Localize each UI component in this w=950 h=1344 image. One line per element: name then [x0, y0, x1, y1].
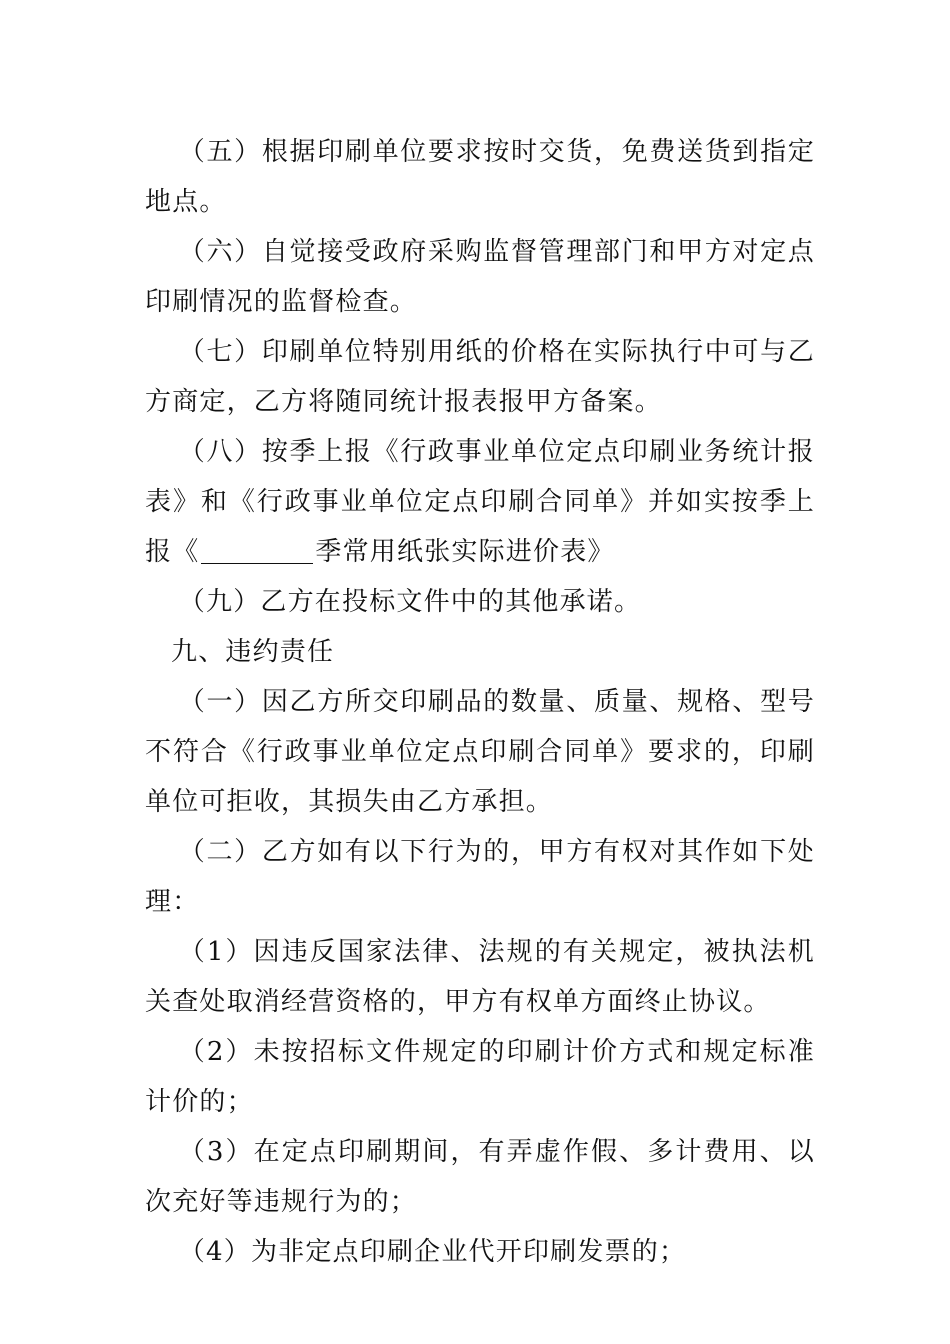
- paragraph-item-7: （七）印刷单位特别用纸的价格在实际执行中可与乙方商定，乙方将随同统计报表报甲方备案。: [145, 337, 815, 417]
- paragraph-subitem-3: （3）在定点印刷期间，有弄虚作假、多计费用、以次充好等违规行为的；: [145, 1137, 815, 1217]
- paragraph-subitem-4: （4）为非定点印刷企业代开印刷发票的；: [178, 1237, 687, 1267]
- fill-in-blank-line: [201, 537, 313, 564]
- paragraph-item-5: （五）根据印刷单位要求按时交货，免费送货到指定地点。: [145, 137, 815, 217]
- section-heading-breach-liability: 九、违约责任: [171, 637, 335, 667]
- paragraph-item-breach-2: （二）乙方如有以下行为的，甲方有权对其作如下处理：: [145, 837, 815, 917]
- paragraph-item-8-tail: 季常用纸张实际进价表》: [315, 537, 615, 567]
- paragraph-item-breach-1: （一）因乙方所交印刷品的数量、质量、规格、型号不符合《行政事业单位定点印刷合同单》要求的，印刷单位可拒收，其损失由乙方承担。: [145, 687, 815, 817]
- paragraph-item-9: （九）乙方在投标文件中的其他承诺。: [178, 587, 642, 617]
- paragraph-subitem-1: （1）因违反国家法律、法规的有关规定，被执法机关查处取消经营资格的，甲方有权单方面终止协议。: [145, 937, 815, 1017]
- paragraph-item-8-text: （八）按季上报《行政事业单位定点印刷业务统计报表》和《行政事业单位定点印刷合同单》并如实按季上报《: [145, 437, 815, 567]
- paragraph-item-8: [145, 427, 815, 577]
- paragraph-subitem-2: （2）未按招标文件规定的印刷计价方式和规定标准计价的；: [145, 1037, 815, 1117]
- paragraph-item-6: （六）自觉接受政府采购监督管理部门和甲方对定点印刷情况的监督检查。: [145, 237, 815, 317]
- document-body: [145, 127, 815, 1277]
